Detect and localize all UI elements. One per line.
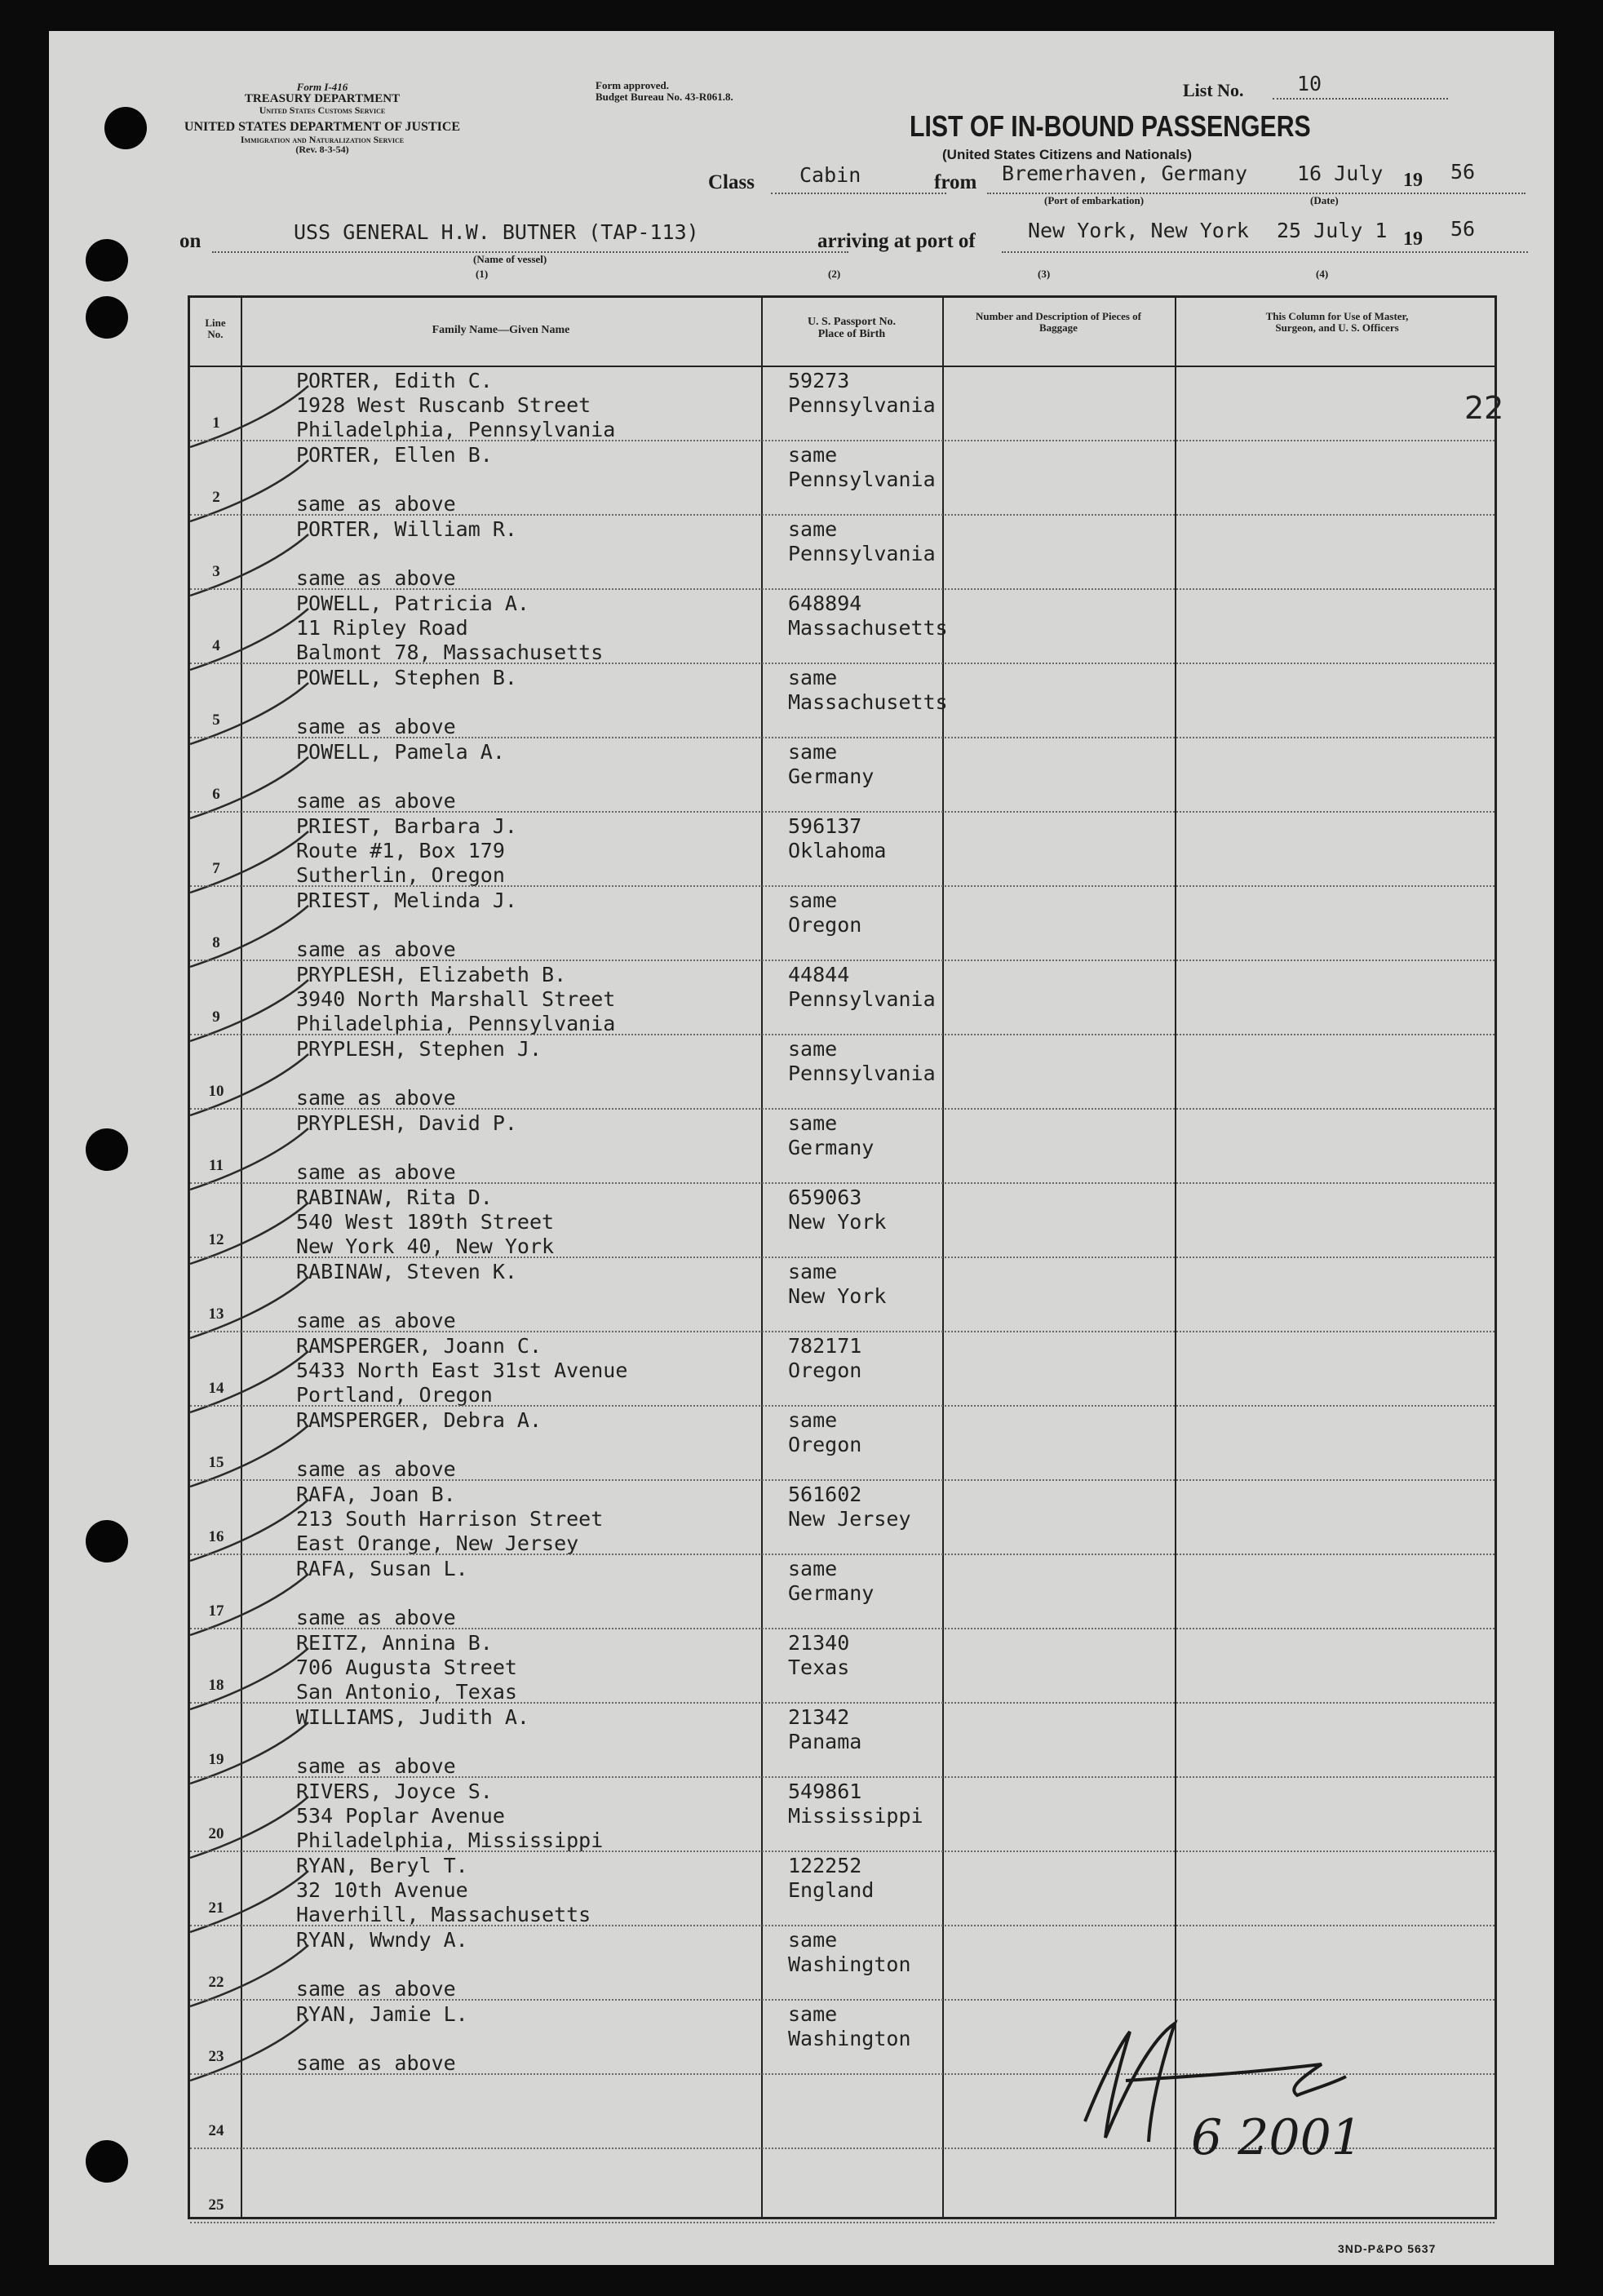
place-of-birth: Panama — [788, 1730, 862, 1753]
passenger-name: PORTER, Edith C. — [296, 369, 493, 392]
place-of-birth: Pennsylvania — [788, 987, 936, 1011]
table-row — [190, 440, 1495, 514]
passenger-address-city: same as above — [296, 1606, 456, 1629]
page-number: 22 — [1464, 390, 1504, 426]
passenger-name: PRYPLESH, David P. — [296, 1111, 517, 1135]
passport-number: same — [788, 1408, 838, 1432]
passenger-address-city: same as above — [296, 1457, 456, 1481]
col-ref-1: (1) — [476, 268, 489, 280]
year-prefix: 19 — [1403, 170, 1423, 191]
passenger-name: PRIEST, Barbara J. — [296, 814, 517, 838]
passenger-name: PRYPLESH, Elizabeth B. — [296, 963, 567, 986]
line-number: 6 — [212, 786, 220, 803]
passenger-name: RAFA, Susan L. — [296, 1557, 468, 1580]
passenger-address-city: Balmont 78, Massachusetts — [296, 640, 604, 664]
approval-block — [596, 80, 733, 102]
treasury-label: TREASURY DEPARTMENT — [244, 91, 401, 105]
vessel-caption: (Name of vessel) — [473, 253, 547, 265]
col-header-baggage: Number and Description of Pieces of Baggage — [975, 310, 1142, 335]
place-of-birth: Texas — [788, 1656, 850, 1679]
passenger-name: POWELL, Stephen B. — [296, 666, 517, 689]
class-value: Cabin — [799, 163, 861, 187]
passport-number: 561602 — [788, 1483, 862, 1506]
list-no-label: List No. — [1183, 80, 1244, 100]
table-row — [190, 1257, 1495, 1331]
footer-code: 3ND-P&PO 5637 — [1338, 2242, 1437, 2255]
passenger-name: PRYPLESH, Stephen J. — [296, 1037, 542, 1061]
passenger-name: WILLIAMS, Judith A. — [296, 1705, 529, 1729]
passenger-address-city: New York 40, New York — [296, 1234, 555, 1258]
punch-hole — [86, 239, 128, 281]
punch-hole — [86, 1128, 128, 1171]
passenger-address-city: Philadelphia, Pennsylvania — [296, 418, 616, 441]
line-number: 12 — [208, 1231, 224, 1248]
passenger-address: 1928 West Ruscanb Street — [296, 393, 591, 417]
budget-bureau: Budget Bureau No. 43-R061.8. — [596, 90, 733, 103]
list-no-value: 10 — [1297, 72, 1322, 95]
place-of-birth: Pennsylvania — [788, 393, 936, 417]
col-header-line-no: Line No. — [205, 317, 226, 341]
class-label: Class — [708, 171, 755, 193]
passenger-address-city: Portland, Oregon — [296, 1383, 493, 1407]
passenger-address-city: Philadelphia, Mississippi — [296, 1828, 604, 1852]
passenger-name: RAMSPERGER, Joann C. — [296, 1334, 542, 1358]
passenger-name: RYAN, Beryl T. — [296, 1854, 468, 1877]
passenger-address: 11 Ripley Road — [296, 616, 468, 640]
passenger-name: RYAN, Jamie L. — [296, 2002, 468, 2026]
passport-number: 596137 — [788, 814, 862, 838]
punch-hole — [86, 2140, 128, 2183]
passport-number: same — [788, 2002, 838, 2026]
line-number: 14 — [208, 1380, 224, 1397]
table-row — [190, 1776, 1495, 1851]
passport-number: same — [788, 443, 838, 467]
passenger-name: REITZ, Annina B. — [296, 1631, 493, 1655]
passenger-name: POWELL, Patricia A. — [296, 592, 529, 615]
place-of-birth: Washington — [788, 2027, 911, 2050]
arrival-date: 25 July 1 — [1277, 219, 1388, 242]
passenger-address-city: same as above — [296, 566, 456, 590]
line-number: 13 — [208, 1305, 224, 1323]
passenger-name: RAFA, Joan B. — [296, 1483, 456, 1506]
place-of-birth: Oregon — [788, 1359, 862, 1382]
table-row — [190, 663, 1495, 737]
embarkation-port: Bremerhaven, Germany — [1002, 162, 1248, 185]
place-of-birth: New Jersey — [788, 1507, 911, 1531]
passenger-name: PORTER, Ellen B. — [296, 443, 493, 467]
place-of-birth: Mississippi — [788, 1804, 923, 1828]
place-of-birth: Washington — [788, 1952, 911, 1976]
place-of-birth: Pennsylvania — [788, 468, 936, 491]
place-of-birth: Oregon — [788, 913, 862, 937]
line-number: 5 — [212, 711, 220, 729]
place-of-birth: Germany — [788, 765, 875, 788]
embarkation-date: 16 July — [1297, 162, 1384, 185]
passenger-address-city: same as above — [296, 2051, 456, 2075]
form-approved: Form approved. — [596, 79, 670, 91]
passport-number: same — [788, 889, 838, 912]
agency-block — [167, 82, 477, 155]
passenger-address: Route #1, Box 179 — [296, 839, 505, 862]
place-of-birth: New York — [788, 1210, 887, 1234]
line-number: 19 — [208, 1751, 224, 1768]
immigration-label: Immigration and Naturalization Service — [240, 133, 405, 145]
table-row — [190, 737, 1495, 811]
place-of-birth: Pennsylvania — [788, 1062, 936, 1085]
passport-number: 59273 — [788, 369, 850, 392]
passenger-address-city: Haverhill, Massachusetts — [296, 1903, 591, 1926]
place-of-birth: Oregon — [788, 1433, 862, 1456]
line-number: 21 — [208, 1899, 224, 1917]
line-number: 20 — [208, 1825, 224, 1842]
line-number: 25 — [208, 2196, 224, 2214]
date-caption: (Date) — [1310, 194, 1339, 206]
passenger-address: 213 South Harrison Street — [296, 1507, 604, 1531]
passenger-address-city: same as above — [296, 492, 456, 516]
vessel-name: USS GENERAL H.W. BUTNER (TAP-113) — [294, 220, 699, 244]
passenger-address-city: same as above — [296, 1086, 456, 1110]
passenger-address-city: same as above — [296, 1754, 456, 1778]
table-row — [190, 1925, 1495, 1999]
passenger-address-city: same as above — [296, 715, 456, 738]
from-label: from — [934, 171, 977, 193]
passenger-address-city: same as above — [296, 1160, 456, 1184]
table-row — [190, 885, 1495, 960]
passenger-name: RIVERS, Joyce S. — [296, 1780, 493, 1803]
passport-number: same — [788, 1557, 838, 1580]
line-number: 17 — [208, 1602, 224, 1620]
passport-number: same — [788, 517, 838, 541]
passenger-address-city: same as above — [296, 1977, 456, 2001]
place-of-birth: Oklahoma — [788, 839, 887, 862]
col-header-officers: This Column for Use of Master, Surgeon, and U. S. Officers — [1265, 310, 1409, 335]
passport-number: 659063 — [788, 1186, 862, 1209]
passport-number: 44844 — [788, 963, 850, 986]
passenger-name: PORTER, William R. — [296, 517, 517, 541]
arrival-year: 56 — [1450, 217, 1476, 241]
table-row — [190, 1702, 1495, 1776]
passport-number: 21342 — [788, 1705, 850, 1729]
line-number: 18 — [208, 1677, 224, 1694]
line-number: 16 — [208, 1528, 224, 1545]
line-number: 11 — [209, 1157, 224, 1174]
table-row — [190, 1108, 1495, 1182]
table-row — [190, 1628, 1495, 1702]
line-number: 22 — [208, 1974, 224, 1991]
passport-number: same — [788, 740, 838, 764]
year-value: 56 — [1450, 160, 1476, 184]
embarkation-caption: (Port of embarkation) — [1044, 194, 1145, 206]
table-row — [190, 1034, 1495, 1108]
line-number: 7 — [212, 860, 220, 877]
form-title: LIST OF IN-BOUND PASSENGERS — [910, 109, 1311, 143]
passport-number: same — [788, 666, 838, 689]
passport-number: same — [788, 1260, 838, 1283]
passenger-address-city: East Orange, New Jersey — [296, 1531, 579, 1555]
arrival-port: New York, New York — [1028, 219, 1249, 242]
form-subtitle: (United States Citizens and Nationals) — [942, 147, 1193, 162]
punch-hole — [86, 296, 128, 339]
passport-number: 549861 — [788, 1780, 862, 1803]
passenger-table — [188, 295, 1497, 2219]
passenger-address-city: same as above — [296, 937, 456, 961]
arrival-year-prefix: 19 — [1403, 228, 1423, 250]
table-row — [190, 366, 1495, 440]
passenger-address: 3940 North Marshall Street — [296, 987, 616, 1011]
passport-number: 21340 — [788, 1631, 850, 1655]
line-number: 1 — [212, 414, 220, 432]
place-of-birth: Germany — [788, 1581, 875, 1605]
form-number: Form I-416 — [296, 81, 348, 93]
passenger-address-city: Sutherlin, Oregon — [296, 863, 505, 887]
table-row — [190, 1182, 1495, 1257]
passenger-name: RABINAW, Steven K. — [296, 1260, 517, 1283]
customs-label: United States Customs Service — [259, 104, 386, 117]
justice-label: UNITED STATES DEPARTMENT OF JUSTICE — [184, 119, 461, 134]
col-header-passport: U. S. Passport No. Place of Birth — [807, 316, 897, 341]
passport-number: 782171 — [788, 1334, 862, 1358]
passenger-address-city: San Antonio, Texas — [296, 1680, 517, 1704]
passport-number: 648894 — [788, 592, 862, 615]
place-of-birth: Massachusetts — [788, 690, 948, 714]
line-number: 3 — [212, 563, 220, 580]
passenger-address: 540 West 189th Street — [296, 1210, 555, 1234]
place-of-birth: Pennsylvania — [788, 542, 936, 565]
table-row — [190, 514, 1495, 588]
punch-hole — [86, 1520, 128, 1562]
place-of-birth: New York — [788, 1284, 887, 1308]
passenger-name: RAMSPERGER, Debra A. — [296, 1408, 542, 1432]
table-row — [190, 811, 1495, 885]
passport-number: 122252 — [788, 1854, 862, 1877]
revision-label: (Rev. 8-3-54) — [295, 144, 349, 156]
table-row — [190, 1405, 1495, 1479]
col-ref-2: (2) — [828, 268, 841, 280]
line-number: 9 — [212, 1008, 220, 1026]
table-row — [190, 1554, 1495, 1628]
signature-text: 6 2001 — [1191, 2109, 1362, 2166]
table-row — [190, 1331, 1495, 1405]
passenger-address: 534 Poplar Avenue — [296, 1804, 505, 1828]
col-ref-4: (4) — [1316, 268, 1329, 280]
col-ref-3: (3) — [1038, 268, 1051, 280]
passenger-name: RYAN, Wwndy A. — [296, 1928, 468, 1952]
table-row — [190, 588, 1495, 663]
passport-number: same — [788, 1111, 838, 1135]
line-number: 10 — [208, 1083, 224, 1100]
line-number: 23 — [208, 2048, 224, 2065]
passenger-address: 32 10th Avenue — [296, 1878, 468, 1902]
passenger-address: 5433 North East 31st Avenue — [296, 1359, 628, 1382]
signature — [1052, 1999, 1395, 2179]
line-number: 2 — [212, 489, 220, 506]
passenger-name: RABINAW, Rita D. — [296, 1186, 493, 1209]
line-number: 4 — [212, 637, 220, 654]
line-number: 24 — [208, 2122, 224, 2139]
arriving-label: arriving at port of — [817, 230, 976, 252]
table-row — [190, 960, 1495, 1034]
on-label: on — [179, 230, 201, 252]
passenger-address-city: Philadelphia, Pennsylvania — [296, 1012, 616, 1035]
passenger-address-city: same as above — [296, 789, 456, 813]
line-number: 8 — [212, 934, 220, 951]
passport-number: same — [788, 1928, 838, 1952]
col-header-name: Family Name—Given Name — [432, 324, 570, 336]
place-of-birth: England — [788, 1878, 875, 1902]
passenger-name: POWELL, Pamela A. — [296, 740, 505, 764]
line-number: 15 — [208, 1454, 224, 1471]
passport-number: same — [788, 1037, 838, 1061]
place-of-birth: Massachusetts — [788, 616, 948, 640]
table-row — [190, 1851, 1495, 1925]
row-divider — [190, 2222, 1495, 2223]
place-of-birth: Germany — [788, 1136, 875, 1159]
passenger-address: 706 Augusta Street — [296, 1656, 517, 1679]
table-row — [190, 1479, 1495, 1554]
passenger-address-city: same as above — [296, 1309, 456, 1332]
passenger-name: PRIEST, Melinda J. — [296, 889, 517, 912]
punch-hole — [104, 107, 147, 149]
